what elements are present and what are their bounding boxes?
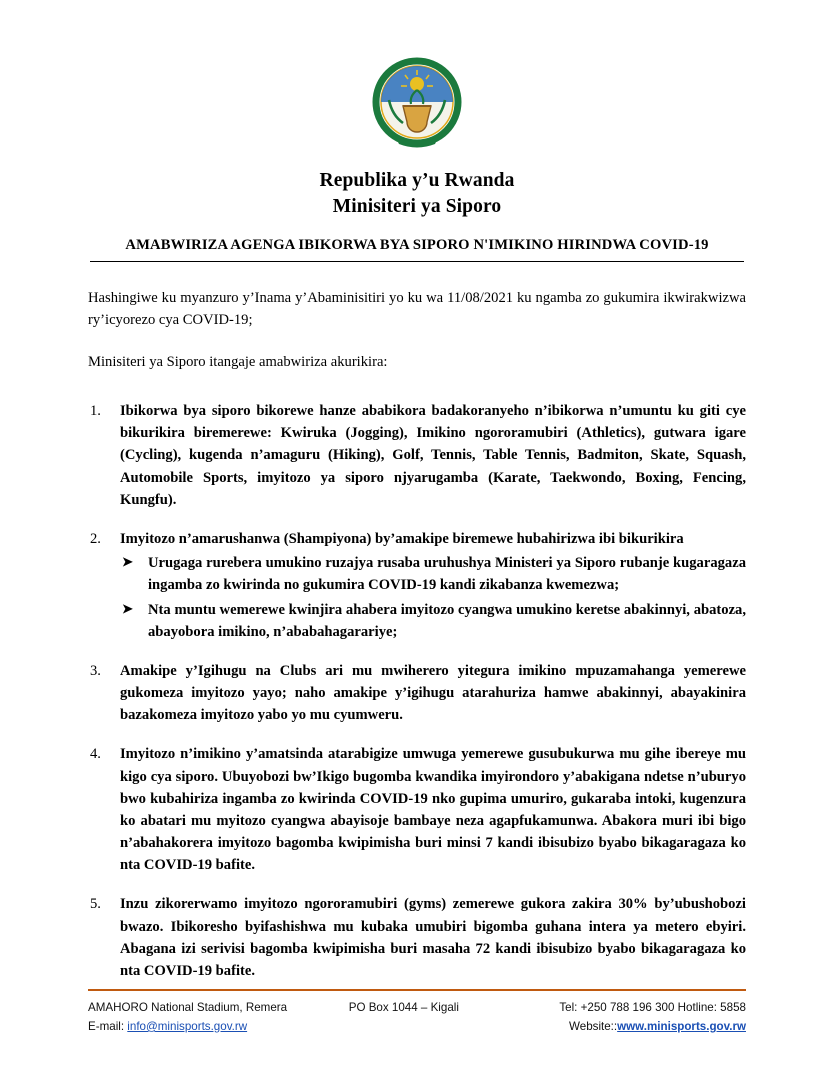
list-item [88,743,746,876]
list-item [88,660,746,727]
arrow-bullet-icon: ➤ [122,600,133,616]
sub-list-item [120,599,746,643]
sub-list-item-text: Urugaga rurebera umukino ruzajya rusaba uruhushya Ministeri ya Siporo rubanje kugaragaza ingamba zo kwirinda no gukumira COVID-19 kandi zikabanza kwemezwa; [148,555,746,594]
intro-paragraph-2: Minisiteri ya Siporo itangaje amabwiriza akurikira: [88,354,388,371]
list-item-number: 4. [90,746,101,763]
list-item-text: Imyitozo n’imikino y’amatsinda atarabigize umwuga yemerewe gusubukurwa mu gihe ibereye mu kigo cya siporo. Ubuyobozi bw’Ikigo bugomba kwandika imyirondoro y’abakigana ndetse n’uburyo bwo kubahiriza ingamba zo kwirinda COVID-19 nko gupima umuriro, gukaraba intoki, kugenzura ko abatari mu myitozo cyangwa abayisoje bambaye neza agapfukamunwa. Abakora muri ibi bigo n’abahakorera imyitozo bagomba kwipimisha buri minsi 7 kandi ibisubizo byabo bikagaragaza ko nta COVID-19 bafite. [120,746,746,874]
footer-email-link[interactable]: info@minisports.gov.rw [127,1019,248,1033]
list-item-text: Inzu zikorerwamo imyitozo ngororamubiri (gyms) zemerewe gukora zakira 30% by’ubushobozi bwazo. Ibikoresho byifashishwa mu kubaka umubiri bigomba guhana intera ya metero ebyiri. Abagana izi serivisi bagomba kwipimisha buri masaha 72 kandi ibisubizo byabo bikagaragaza ko nta COVID-19 bafite. [120,896,746,979]
footer-divider [88,989,746,991]
list-item [88,400,746,511]
sub-list [120,552,746,643]
country-title: Republika y’u Rwanda [319,170,515,191]
footer-pobox-column [312,998,496,1036]
footer-address: AMAHORO National Stadium, Remera [88,1000,288,1014]
guidelines-list [88,400,746,982]
arrow-bullet-icon: ➤ [122,554,133,570]
list-item-text: Ibikorwa bya siporo bikorewe hanze ababikora badakoranyeho n’ibikorwa n’umuntu ku giti cye bikurikira biremerewe: Kwiruka (Jogging), Imikino ngororamubiri (Athletics), gutwara igare (Cycling), kugenda n’amaguru (Hiking), Golf, Tennis, Table Tennis, Badmiton, Skate, Squash, Automobile Sports, imyitozo ya siporo njyarugamba (Karate, Taekwondo, Boxing, Fencing, Kungfu). [120,403,746,508]
list-item-number: 3. [90,662,101,679]
sub-list-item-text: Nta muntu wemerewe kwinjira ahabera imyitozo cyangwa umukino keretse abakinnyi, abatoza, abayobora imikino, n’ababahagarariye; [148,601,746,640]
footer-contact-column [496,998,746,1036]
list-item-number: 5. [90,896,101,913]
ministry-title: Minisiteri ya Siporo [332,195,502,217]
sub-list-item [120,552,746,596]
list-item-number: 1. [90,403,101,420]
list-item-number: 2. [90,531,101,547]
intro-paragraph: Hashingiwe ku myanzuro y’Inama y’Abaminisitiri yo ku wa 11/08/2021 ku ngamba zo gukumira ikwirakwizwa ry’icyorezo cya COVID-19; [88,290,746,329]
footer-website-link[interactable]: www.minisports.gov.rw [617,1019,746,1033]
list-item-text: Imyitozo n’amarushanwa (Shampiyona) by’amakipe biremewe hubahirizwa ibi bikurikira [120,531,684,547]
page-footer [88,989,746,1036]
list-item-text: Amakipe y’Igihugu na Clubs ari mu mwiherero yitegura imikino mpuzamahanga yemerewe gukomeza imyitozo yayo; naho amakipe y’igihugu atarahuriza hamwe abakinnyi, abayakinira bazakomeza imyitozo yabo yo mu cyumweru. [120,662,746,724]
rwanda-coat-of-arms-icon [365,50,469,154]
footer-email-label: E-mail: [88,1019,128,1033]
list-item [88,528,746,643]
footer-website-label: Website:: [569,1019,618,1033]
footer-pobox: PO Box 1044 – Kigali [348,1000,459,1014]
coat-of-arms-container [88,50,746,154]
document-title: AMABWIRIZA AGENGA IBIKORWA BYA SIPORO N'IMIKINO HIRINDWA COVID-19 [90,237,744,262]
list-item [88,893,746,982]
footer-telephone: Tel: +250 788 196 300 Hotline: 5858 [559,1000,746,1014]
footer-address-column [88,998,312,1036]
